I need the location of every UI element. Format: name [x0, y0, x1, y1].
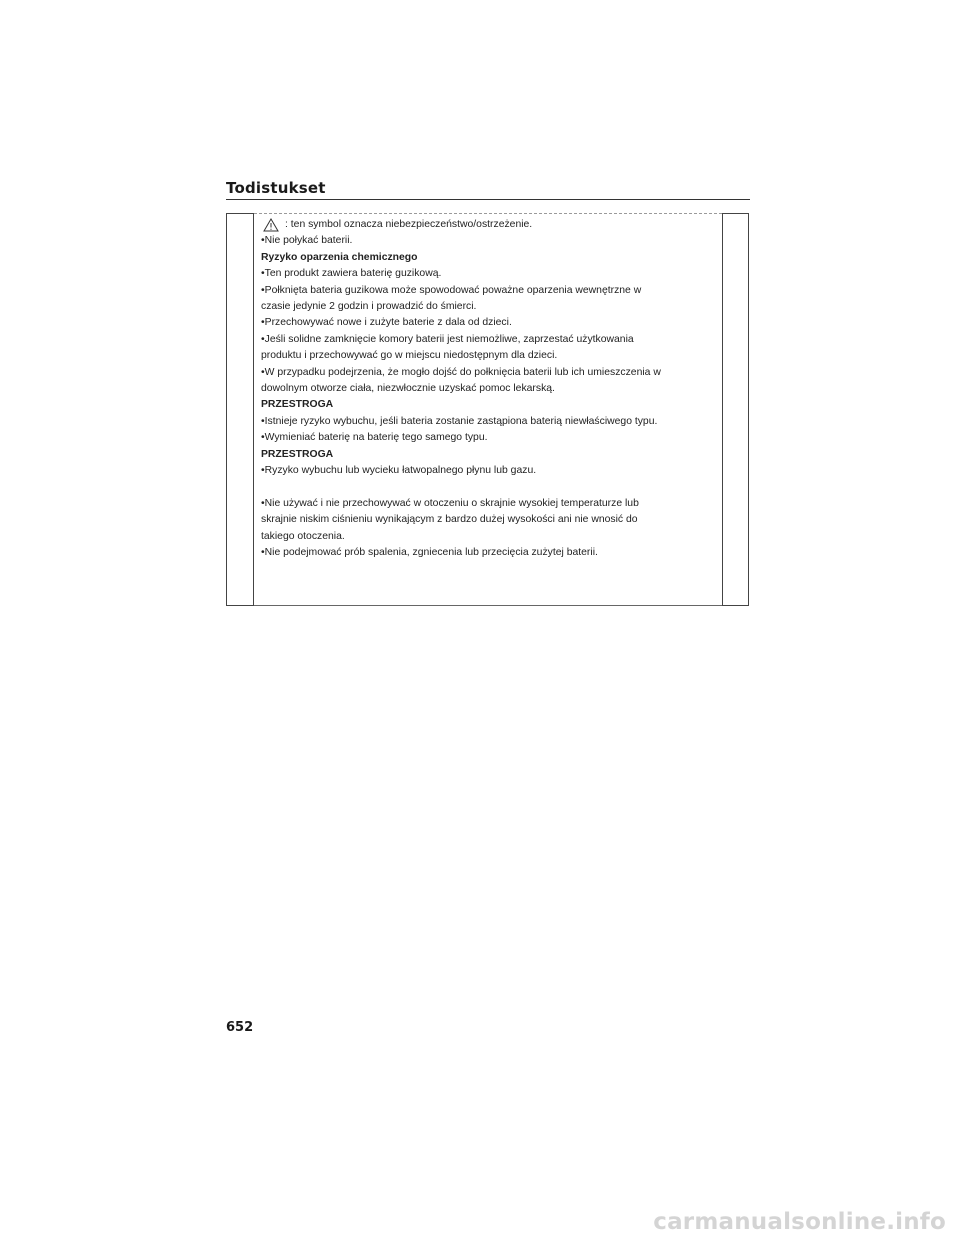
- notice-line: •Połknięta bateria guzikowa może spowodować poważne oparzenia wewnętrzne w: [261, 284, 642, 296]
- warning-triangle-icon: [263, 218, 279, 232]
- notice-line: takiego otoczenia.: [261, 530, 345, 542]
- notice-heading-chemical-burn: Ryzyko oparzenia chemicznego: [261, 251, 418, 263]
- notice-line: •Istnieje ryzyko wybuchu, jeśli bateria zostanie zastąpiona baterią niewłaściwego typu.: [261, 415, 658, 427]
- scan-bottom-edge: [254, 605, 722, 606]
- watermark: carmanualsonline.info: [653, 1209, 946, 1235]
- notice-line: •W przypadku podejrzenia, że mogło dojść do połknięcia baterii lub ich umieszczenia w: [261, 366, 661, 378]
- notice-line: •Nie podejmować prób spalenia, zgniecenia lub przecięcia zużytej baterii.: [261, 547, 598, 559]
- notice-line: produktu i przechowywać go w miejscu niedostępnym dla dzieci.: [261, 350, 558, 362]
- notice-line: skrajnie niskim ciśnieniu wynikającym z bardzo dużej wysokości ani nie wnosić do: [261, 514, 638, 526]
- notice-line: •Jeśli solidne zamknięcie komory baterii jest niemożliwe, zaprzestać użytkowania: [261, 333, 634, 345]
- scanned-notice-panel: [253, 213, 723, 606]
- notice-line: •Nie połykać baterii.: [261, 235, 353, 247]
- notice-line: czasie jedynie 2 godzin i prowadzić do śmierci.: [261, 301, 477, 313]
- section-title: Todistukset: [226, 179, 326, 197]
- blank-line: [261, 480, 719, 496]
- notice-line: •Nie używać i nie przechowywać w otoczeniu o skrajnie wysokiej temperaturze lub: [261, 497, 639, 509]
- notice-text: [261, 217, 719, 562]
- warning-symbol-line: [261, 217, 719, 233]
- scan-top-edge: [254, 213, 722, 214]
- notice-line: •Przechowywać nowe i zużyte baterie z dala od dzieci.: [261, 317, 512, 329]
- notice-line: •Ryzyko wybuchu lub wycieku łatwopalnego płynu lub gazu.: [261, 465, 537, 477]
- notice-line: •Ten produkt zawiera baterię guzikową.: [261, 268, 442, 280]
- warning-symbol-text: : ten symbol oznacza niebezpieczeństwo/ostrzeżenie.: [285, 219, 533, 230]
- page-number: 652: [226, 1020, 254, 1035]
- notice-heading-caution: PRZESTROGA: [261, 448, 334, 460]
- section-divider: [226, 199, 750, 200]
- notice-line: dowolnym otworze ciała, niezwłocznie uzyskać pomoc lekarską.: [261, 383, 555, 395]
- notice-heading-caution: PRZESTROGA: [261, 399, 334, 411]
- notice-line: •Wymieniać baterię na baterię tego samego typu.: [261, 432, 488, 444]
